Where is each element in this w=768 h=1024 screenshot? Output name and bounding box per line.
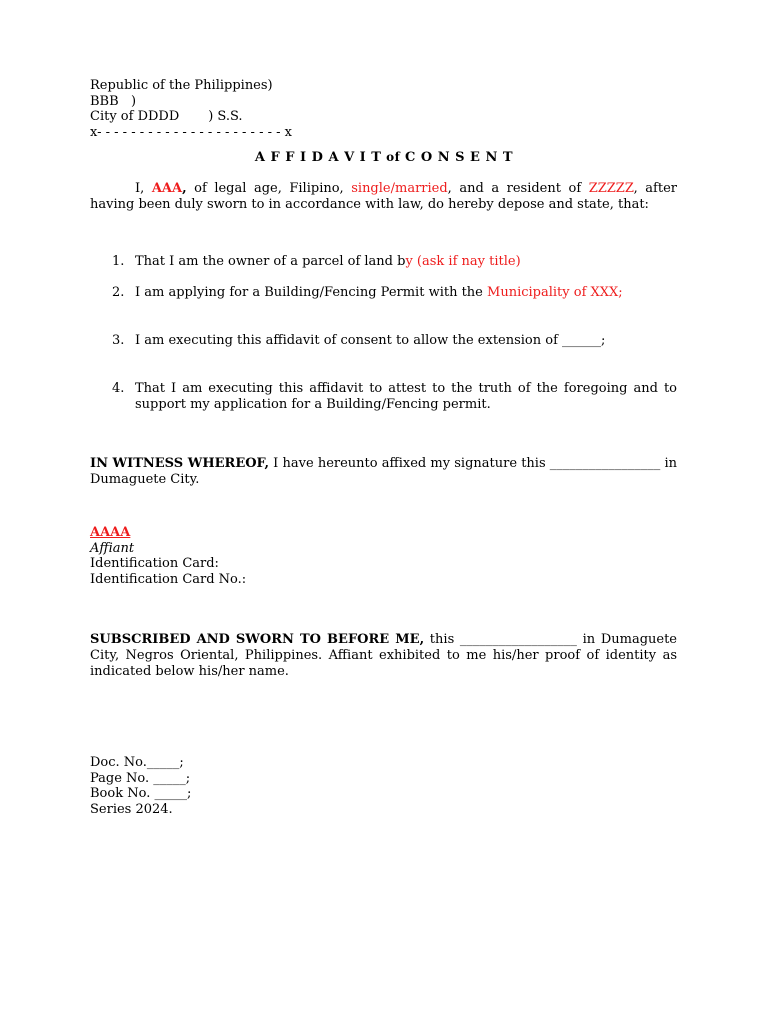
list-item-text [135,254,677,270]
book-no: Book No. _____; [90,786,192,801]
caption-separator: x- - - - - - - - - - - - - - - - - - - - - - x [90,124,292,140]
witness-text: I have hereunto affixed my signature this _________________ in Dumaguete City. [90,456,678,487]
list-item-text-main: I am applying for a Building/Fencing Permit with the [135,285,488,300]
residence-placeholder: ZZZZZ [588,181,634,196]
intro-pre: I, [135,181,152,196]
list-item-number: 2. [112,285,125,300]
title-part-of: of [381,150,405,164]
list-item-number: 1. [112,254,125,269]
jurat-text: this __________________ in Dumaguete City, Negros Oriental, Philippines. Affiant exhibited to me his/her proof of identity as indicated below his/her name. [90,632,677,679]
signature-block [90,525,677,587]
series-year: Series 2024. [90,801,173,817]
list-item [112,254,677,270]
intro-text-3: , after having been duly sworn to in accordance with law, do hereby depose and state, that: [90,181,677,212]
venue-caption [90,78,677,140]
id-card-number-label: Identification Card No.: [90,571,247,587]
id-card-label: Identification Card: [90,556,219,571]
list-item-text-main: That I am the owner of a parcel of land b [135,254,406,269]
intro-text-2: , and a resident of [447,181,589,196]
affiant-name-placeholder: AAA [151,181,183,196]
jurat-heading: SUBSCRIBED AND SWORN TO BEFORE ME, [90,632,425,647]
list-item [112,285,677,301]
list-item-placeholder: y (ask if nay title) [405,254,521,269]
list-item-text [135,285,677,301]
title-part-consent: C O N S E N T [405,150,514,165]
intro-comma: , [182,181,187,196]
caption-republic: Republic of the Philippines) [90,78,273,93]
caption-province: BBB ) [90,93,137,109]
witness-paragraph [90,456,677,488]
title-part-affidavit: A F F I D A V I T [254,150,382,165]
affiant-signature-name: AAAA [90,525,131,540]
intro-paragraph [90,181,677,213]
affiant-label: Affiant [90,540,135,556]
jurat-paragraph [90,632,677,680]
notarial-register [90,755,677,817]
document-title [0,150,768,165]
witness-heading: IN WITNESS WHEREOF, [90,456,270,471]
list-item-placeholder: Municipality of XXX; [487,285,623,300]
caption-city: City of DDDD ) S.S. [90,109,243,124]
page-no: Page No. _____; [90,770,191,786]
intro-text-1: of legal age, Filipino, [186,181,352,196]
doc-no: Doc. No._____; [90,755,184,770]
list-item-number: 3. [112,333,125,348]
list-item-text: That I am executing this affidavit to attest to the truth of the foregoing and to support my application for a Building/Fencing permit. [135,381,677,412]
list-item-number: 4. [112,381,125,396]
list-item-text: I am executing this affidavit of consent to allow the extension of ______; [135,333,606,348]
list-item [112,381,677,413]
civil-status-placeholder: single/married [351,181,448,196]
list-item [112,333,677,349]
